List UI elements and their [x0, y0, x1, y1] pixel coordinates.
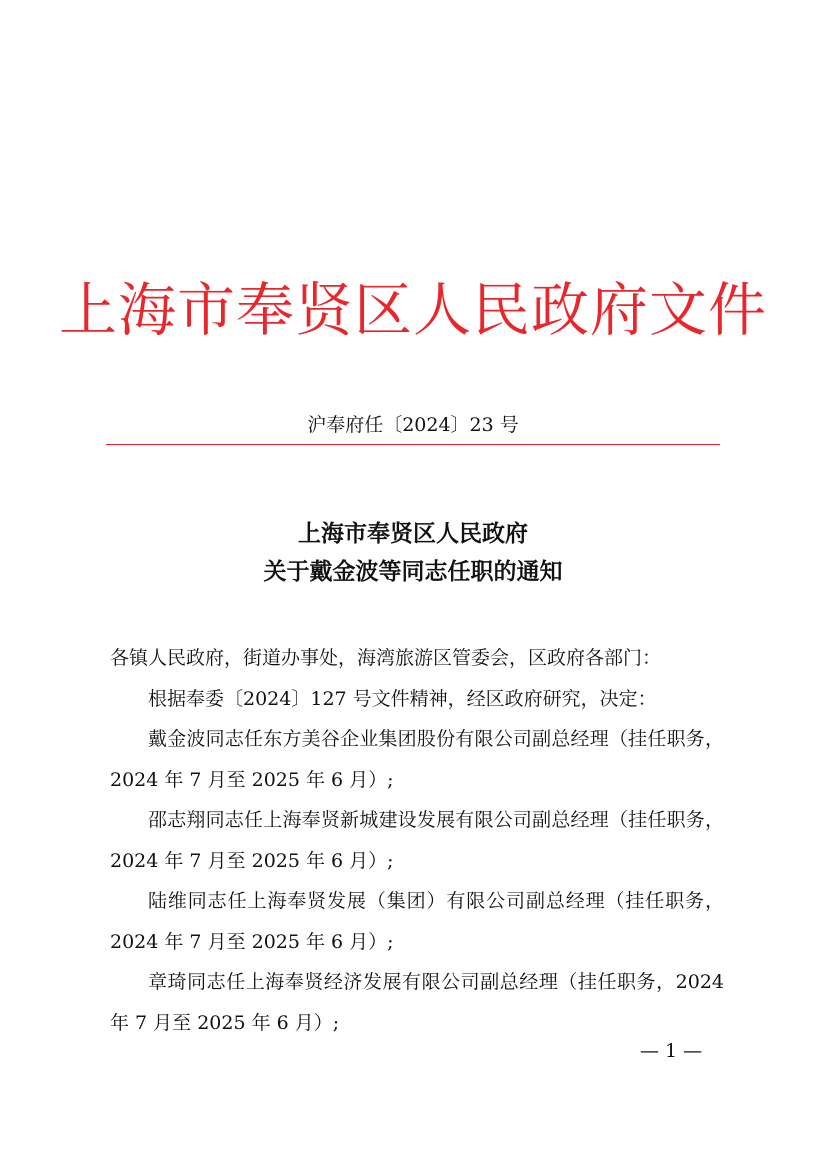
page-number: — 1 — [640, 1040, 703, 1062]
appointment-paragraph: 邵志翔同志任上海奉贤新城建设发展有限公司副总经理（挂任职务，2024 年 7 月至 2025 年 6 月）; [110, 809, 724, 872]
document-title-line-2: 关于戴金波等同志任职的通知 [263, 558, 563, 585]
document-body [110, 638, 724, 1043]
red-divider-line [106, 444, 720, 445]
document-title-line-1: 上海市奉贤区人民政府 [298, 520, 528, 547]
issuing-authority-header: 上海市奉贤区人民政府文件 [58, 276, 767, 344]
document-title [0, 515, 826, 591]
appointment-paragraph: 戴金波同志任东方美谷企业集团股份有限公司副总经理（挂任职务，2024 年 7 月至 2025 年 6 月）; [110, 728, 724, 791]
appointment-paragraph: 章琦同志任上海奉贤经济发展有限公司副总经理（挂任职务，2024 年 7 月至 2025 年 6 月）; [110, 971, 724, 1034]
appointment-paragraph: 陆维同志任上海奉贤发展（集团）有限公司副总经理（挂任职务，2024 年 7 月至 2025 年 6 月）; [110, 890, 724, 953]
document-number: 沪奉府任〔2024〕23 号 [307, 414, 519, 436]
intro-paragraph: 根据奉委〔2024〕127 号文件精神，经区政府研究，决定： [148, 687, 657, 710]
salutation: 各镇人民政府，街道办事处，海湾旅游区管委会，区政府各部门： [110, 647, 662, 669]
